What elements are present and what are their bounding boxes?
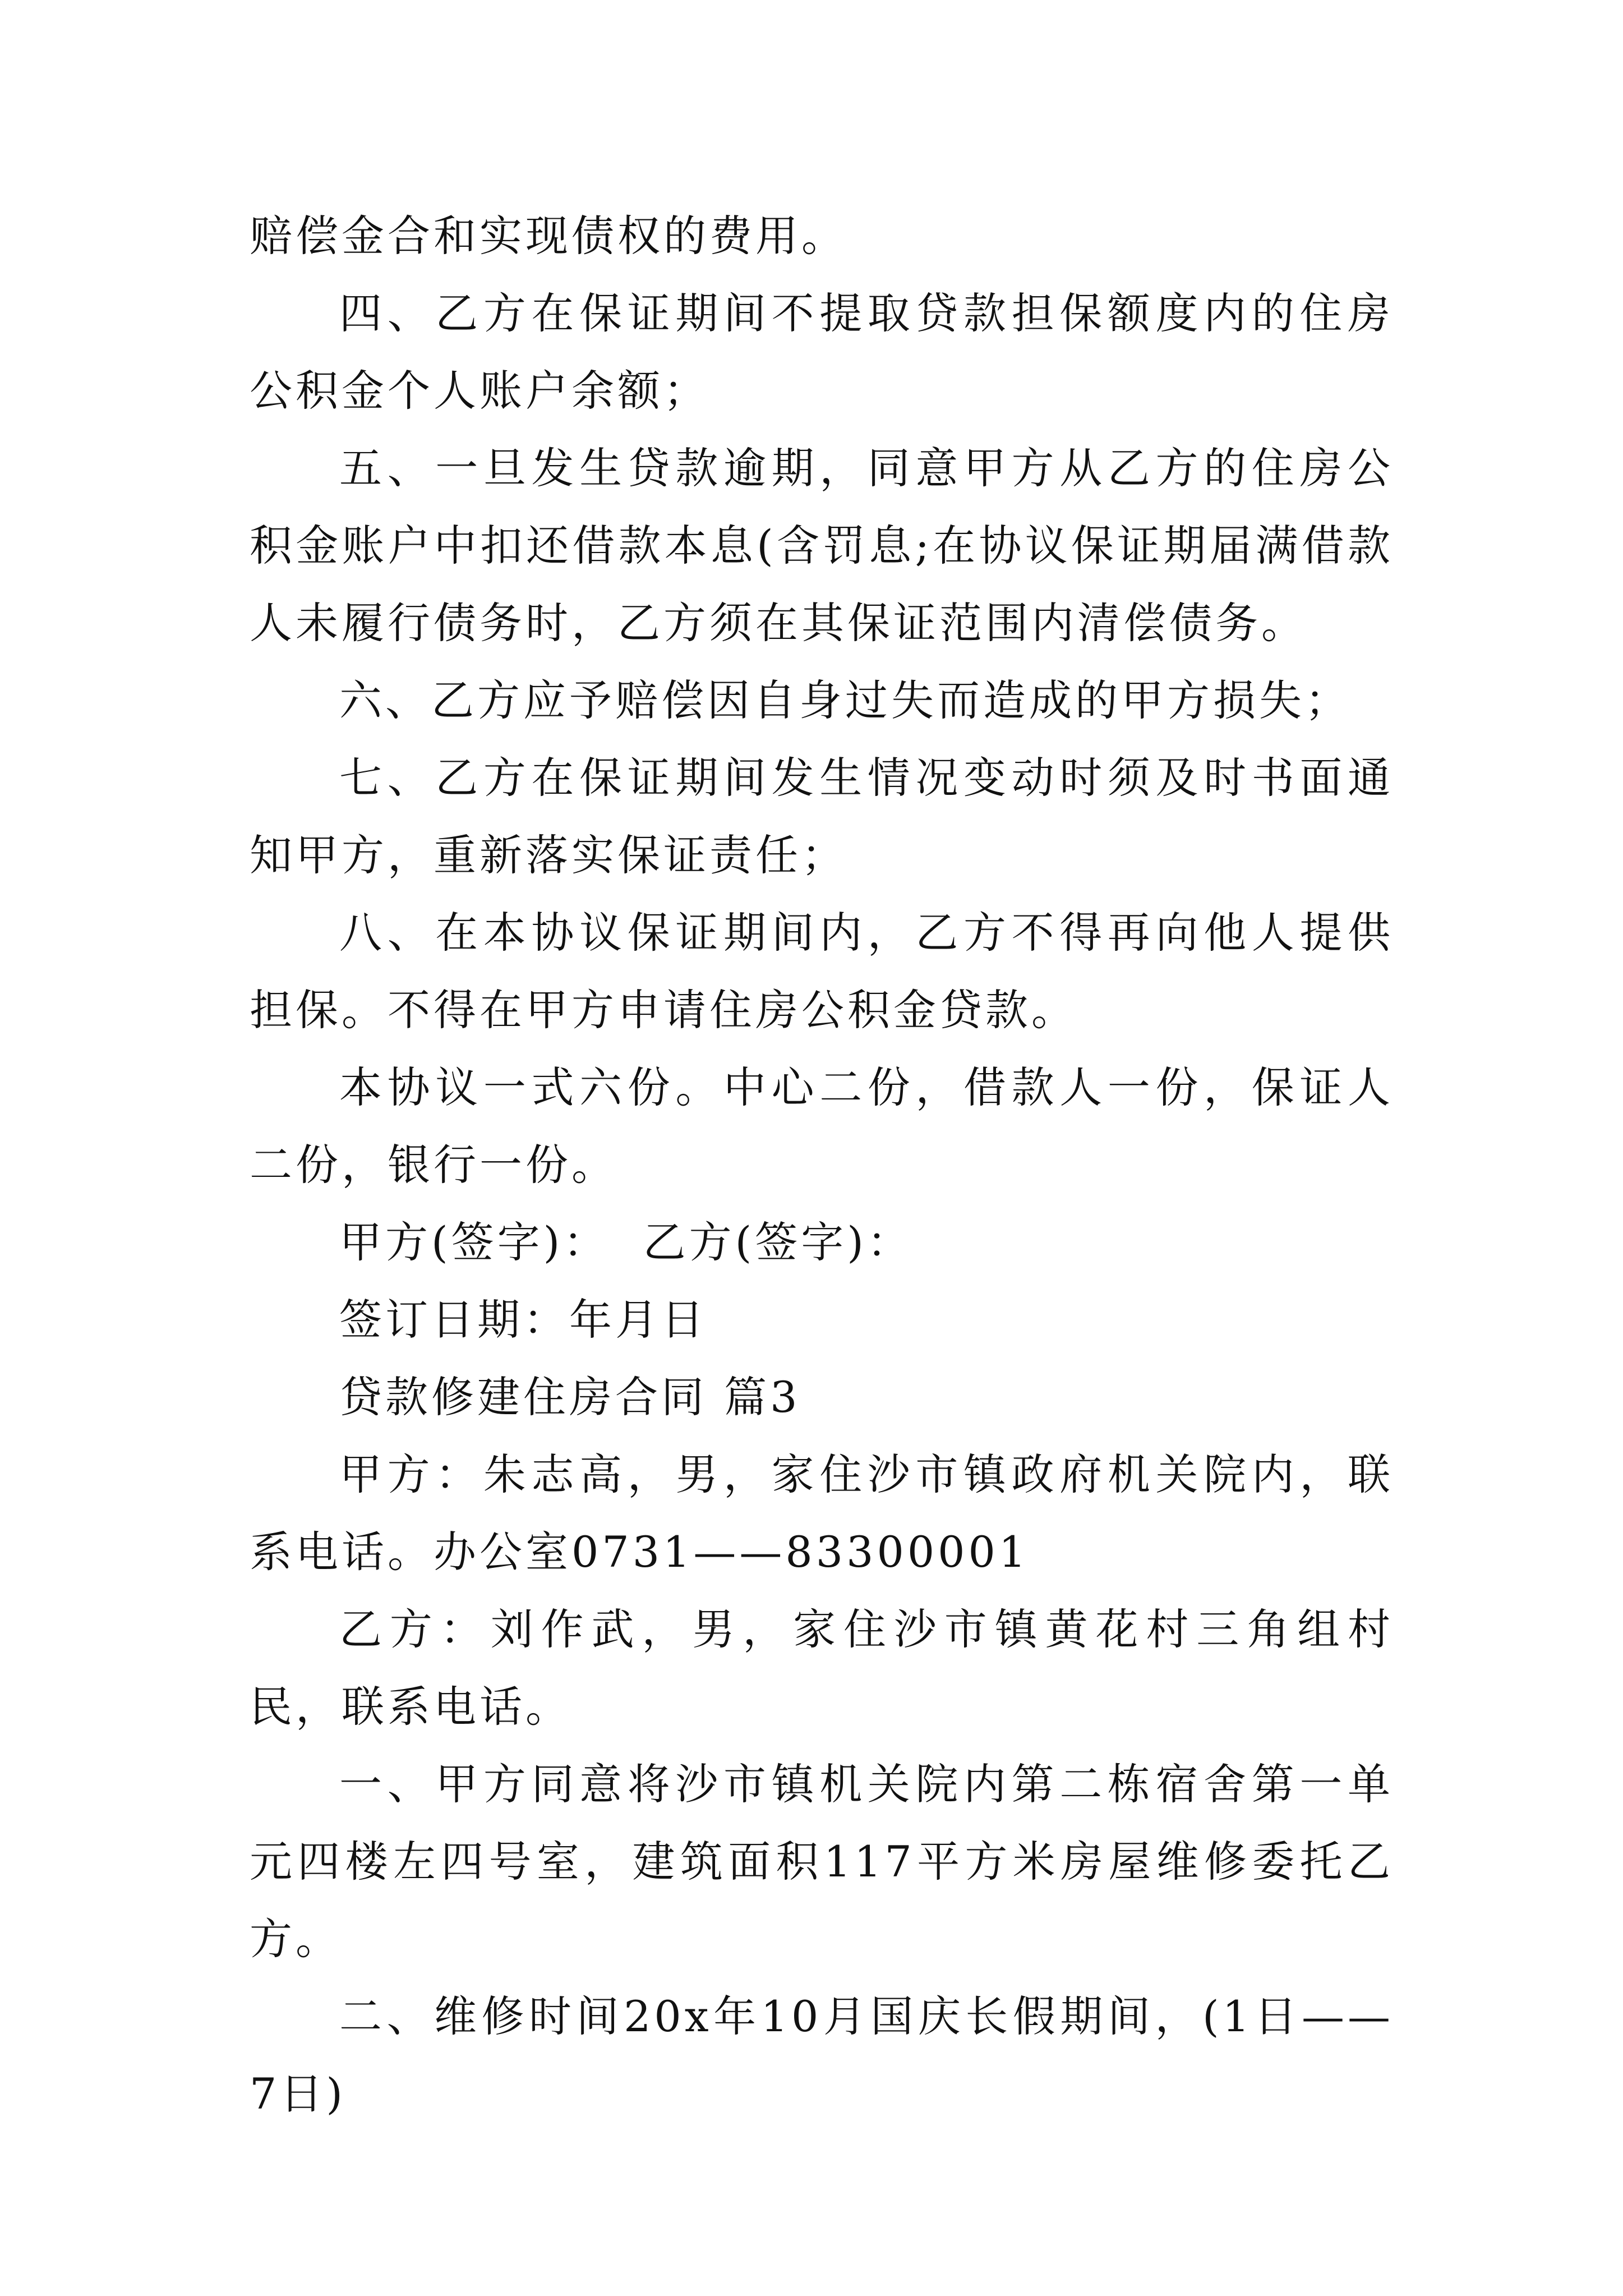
paragraph-sign-date: 签订日期：年月日 <box>339 1295 707 1345</box>
paragraph-article-one: 一、甲方同意将沙市镇机关院内第二栋宿舍第一单元四楼左四号室，建筑面积117平方米房屋维修委托乙方。 <box>250 1759 1394 1964</box>
paragraph-clause-six: 六、乙方应予赔偿因自身过失而造成的甲方损失； <box>339 675 1351 725</box>
paragraph-signatures: 甲方(签字)： 乙方(签字)： <box>339 1217 913 1267</box>
paragraph-clause-four: 四、乙方在保证期间不提取贷款担保额度内的住房公积金个人账户余额； <box>250 288 1394 416</box>
paragraph-compensation-costs: 赔偿金合和实现债权的费用。 <box>250 211 847 261</box>
paragraph-article-two: 二、维修时间20x年10月国庆长假期间，(1日——7日) <box>250 1991 1394 2119</box>
paragraph-clause-five: 五、一旦发生贷款逾期，同意甲方从乙方的住房公积金账户中扣还借款本息(含罚息;在协议保证期届满借款人未履行债务时，乙方须在其保证范围内清偿债务。 <box>250 443 1394 648</box>
paragraph-clause-eight: 八、在本协议保证期间内，乙方不得再向他人提供担保。不得在甲方申请住房公积金贷款。 <box>250 908 1394 1035</box>
document-body <box>250 197 1394 2133</box>
paragraph-party-a: 甲方：朱志高，男，家住沙市镇政府机关院内，联系电话。办公室0731——83300001 <box>250 1450 1394 1577</box>
paragraph-clause-seven: 七、乙方在保证期间发生情况变动时须及时书面通知甲方，重新落实保证责任； <box>250 753 1394 880</box>
paragraph-copies: 本协议一式六份。中心二份，借款人一份，保证人二份，银行一份。 <box>250 1062 1394 1190</box>
paragraph-party-b: 乙方：刘作武，男，家住沙市镇黄花村三角组村民，联系电话。 <box>250 1604 1394 1732</box>
section-heading-contract-3: 贷款修建住房合同 篇3 <box>339 1372 801 1422</box>
